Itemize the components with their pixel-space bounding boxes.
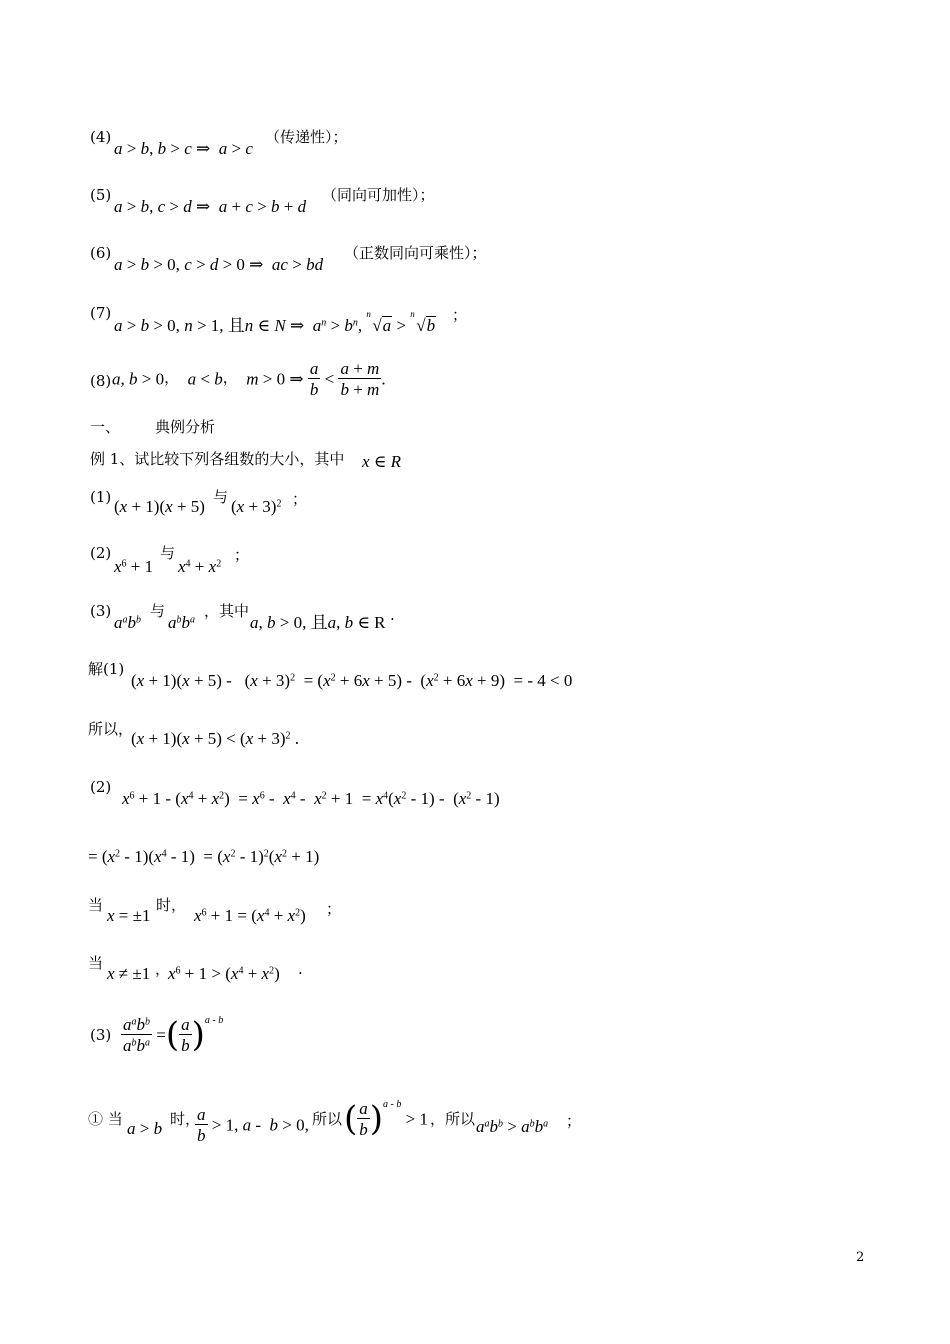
solution-when1: 当	[88, 896, 104, 914]
subpart-3-expr-a: $a^ab^b$	[114, 613, 141, 632]
subpart-3-mid2: ，其中	[204, 602, 250, 620]
item-5-label: (5)	[90, 186, 112, 204]
subpart-1-mid: 与	[213, 488, 229, 506]
subpart-3-mid: 与	[150, 602, 166, 620]
item-8-sep2: ，	[222, 370, 238, 387]
subpart-1-expr-b: $(x + 3)^2$	[231, 497, 282, 516]
subpart-1-label: (1)	[90, 488, 112, 506]
solution-1-equation: $(x + 1)(x + 5) - (x + 3)^2 = (x^2 + 6x + 5) - (x^2 + 6x + 9)$ = - 4 < 0	[131, 671, 573, 690]
solution-when2-cond: x ≠ ±1	[107, 964, 151, 983]
item-7-formula: a > b > 0, n > 1, 且n ∈ N ⇒ $a^n > b^n$, n √a > n √b	[114, 309, 436, 335]
solution-when2-end: .	[298, 960, 303, 978]
item-5-note: （同向可加性）；	[322, 186, 435, 204]
solution-when1-cond: x = ±1	[107, 906, 151, 925]
solution-1-conclusion: $(x + 1)(x + 5) < (x + 3)^2$ .	[131, 729, 299, 748]
subpart-1-expr-a: (x + 1)(x + 5)	[114, 497, 205, 516]
item-6-note: （正数同向可乘性）；	[344, 244, 487, 262]
case-1-result: $a^ab^b > a^bb^a$	[476, 1117, 549, 1136]
item-4-label: (4)	[90, 128, 112, 146]
item-4-note: （传递性）；	[265, 128, 348, 146]
subpart-2-end: ；	[234, 546, 250, 564]
section-heading-number: 一、	[90, 418, 121, 436]
item-8-sep1: ，	[164, 370, 180, 387]
case-1-time: 时，	[170, 1110, 201, 1128]
example-1-title: 例 1、试比较下列各组数的大小，其中	[90, 450, 345, 468]
solution-3-label: (3)	[90, 1026, 112, 1044]
section-heading-title: 典例分析	[155, 418, 216, 436]
item-4-formula: a > b, b > c ⇒ a > c	[114, 139, 253, 158]
subpart-2-label: (2)	[90, 544, 112, 562]
subpart-3-expr-b: $a^bb^a$	[168, 613, 195, 632]
solution-3-equation: $\frac{a^ab^b}{a^bb^a}$ =( $\frac{a}{b}$ )$^{a - b}$	[123, 1014, 224, 1055]
solution-so: 所以，	[88, 720, 134, 738]
solution-when1-end: ；	[326, 900, 342, 918]
case-1-cond: a > b	[127, 1119, 163, 1138]
subpart-2-expr-a: $x^6 + 1$	[114, 557, 154, 576]
subpart-3-condition: a, b > 0, 且a, b ∈ R	[250, 613, 386, 632]
solution-when1-result: $x^6 + 1 = (x^4 + x^2)$	[194, 906, 306, 925]
item-7-note: ；	[452, 306, 468, 324]
solution-intro: 解(1)	[88, 660, 125, 678]
case-1-end: ；	[566, 1112, 582, 1130]
case-1-formula: $\frac{a}{b}$ > 1, a - b > 0,	[197, 1105, 309, 1145]
item-8-label: (8)	[90, 372, 112, 390]
case-1-power: ( $\frac{a}{b}$ )$^{a - b}$ > 1	[344, 1098, 428, 1139]
solution-2-label: (2)	[90, 778, 112, 796]
case-1-so2: ，所以	[430, 1110, 476, 1128]
subpart-3-label: (3)	[90, 602, 112, 620]
subpart-2-expr-b: $x^4 + x^2$	[178, 557, 222, 576]
item-5-formula: a > b, c > d ⇒ a + c > b + d	[114, 197, 307, 216]
example-1-domain: x ∈ R	[362, 452, 402, 471]
subpart-2-mid: 与	[160, 544, 176, 562]
solution-when1-suffix: 时，	[156, 896, 187, 914]
subpart-3-end: .	[390, 606, 395, 624]
solution-when2-sep: ，	[155, 960, 171, 978]
subpart-1-end: ；	[292, 490, 308, 508]
item-6-formula: a > b > 0, c > d > 0 ⇒ ac > bd	[114, 255, 324, 274]
solution-when2-result: $x^6 + 1 > (x^4 + x^2)$	[168, 964, 280, 983]
solution-when2: 当	[88, 954, 104, 972]
page-number: 2	[856, 1250, 865, 1265]
item-8-formula: a, b > 0， a < b， m > 0 ⇒ $\frac{a}{b}$ < $\frac{a + m}{b + m}$ .	[112, 359, 386, 399]
solution-2-line2: = $(x^2 - 1)(x^4 - 1) = (x^2 - 1)^2(x^2 + 1)$	[88, 847, 320, 866]
item-6-label: (6)	[90, 244, 112, 262]
case-1-so: 所以	[312, 1110, 343, 1128]
item-7-label: (7)	[90, 304, 112, 322]
solution-2-line1: $x^6 + 1 - (x^4 + x^2) = x^6 - x^4 - x^2 + 1 = x^4(x^2 - 1) - (x^2 - 1)$	[122, 789, 500, 808]
case-1-prefix: ① 当	[88, 1110, 123, 1128]
